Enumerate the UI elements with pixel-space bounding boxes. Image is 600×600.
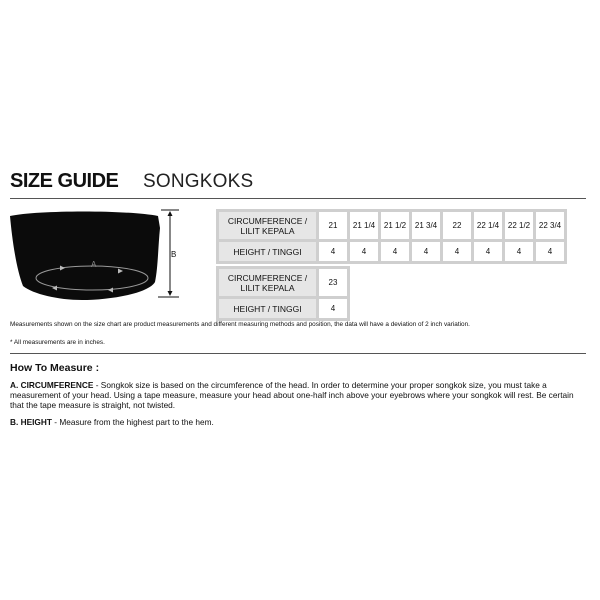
deviation-note: Measurements shown on the size chart are product measurements and different measuring methods and position, the data will have a deviation of 2 inch variation. [10,321,470,328]
size-cell: 21 [319,212,347,239]
page-subtitle: SONGKOKS [143,171,254,192]
circumference-instructions-label: A. CIRCUMFERENCE [10,380,94,390]
height-header-cell: HEIGHT / TINGGI [219,242,316,261]
height-cell: 4 [474,242,502,261]
height-instructions-text: - Measure from the highest part to the hem. [51,417,214,427]
height-cell: 4 [319,242,347,261]
size-cell: 21 1/4 [350,212,378,239]
height-arrow-up [168,211,173,216]
circumference-label-line1: CIRCUMFERENCE / [227,272,308,283]
size-cell: 22 1/4 [474,212,502,239]
height-cell: 4 [412,242,440,261]
units-note: * All measurements are in inches. [10,339,105,346]
circumference-instructions-text: - Songkok size is based on the circumference of the head. In order to determine your proper songkok size, you must take a measurement of your head. Using a tape measure, measure your head about one-half inch above your eyebrows where your songkok will rest. Be certain that the tape measure is straight, not twisted. [10,380,574,410]
circumference-row [219,212,564,239]
size-table [216,209,567,264]
circumference-instructions [10,380,585,410]
section-divider [10,353,586,354]
size-cell: 23 [319,269,347,296]
height-instructions-label: B. HEIGHT [10,417,52,427]
songkok-shape [10,212,160,301]
circumference-label-line2: LILIT KEPALA [240,225,295,236]
circumference-label: A [91,260,97,269]
height-cell: 4 [319,299,347,318]
size-cell: 22 1/2 [505,212,533,239]
height-row [219,242,564,261]
height-arrow-down [168,291,173,296]
size-guide-header [10,170,586,199]
height-label: B [171,250,177,259]
circumference-row [219,269,347,296]
circumference-header-cell [219,269,316,296]
height-cell: 4 [443,242,471,261]
how-to-measure-title: How To Measure : [10,362,100,374]
songkok-illustration [8,208,188,302]
height-instructions [10,417,585,427]
height-cell: 4 [505,242,533,261]
height-cell: 4 [536,242,564,261]
height-row [219,299,347,318]
height-cell: 4 [381,242,409,261]
page-title: SIZE GUIDE [10,170,119,192]
size-cell: 22 [443,212,471,239]
height-cell: 4 [350,242,378,261]
circumference-header-cell [219,212,316,239]
circumference-label-line1: CIRCUMFERENCE / [227,215,308,226]
size-cell: 21 1/2 [381,212,409,239]
size-cell: 21 3/4 [412,212,440,239]
size-cell: 22 3/4 [536,212,564,239]
height-header-cell: HEIGHT / TINGGI [219,299,316,318]
circumference-label-line2: LILIT KEPALA [240,282,295,293]
size-table-extra [216,266,350,321]
